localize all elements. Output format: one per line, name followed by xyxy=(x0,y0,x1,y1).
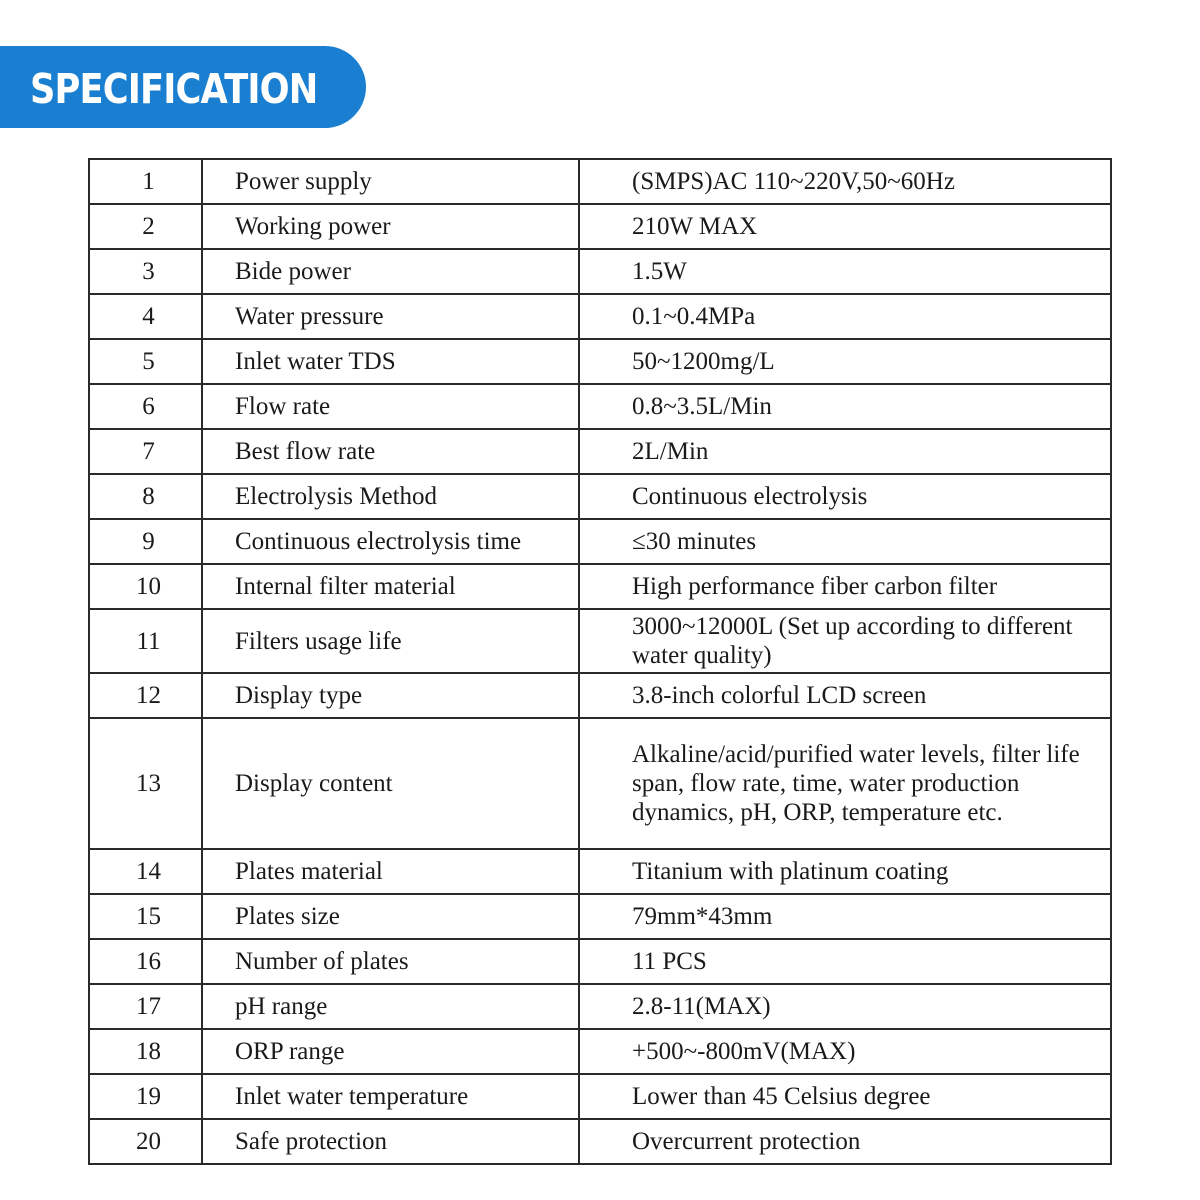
row-number: 15 xyxy=(89,894,202,939)
spec-value: 3.8-inch colorful LCD screen xyxy=(579,673,1111,718)
row-number: 17 xyxy=(89,984,202,1029)
table-row xyxy=(89,1074,1111,1119)
row-number: 8 xyxy=(89,474,202,519)
spec-value: 0.8~3.5L/Min xyxy=(579,384,1111,429)
row-number: 4 xyxy=(89,294,202,339)
spec-name: Inlet water temperature xyxy=(202,1074,579,1119)
table-row xyxy=(89,939,1111,984)
row-number: 7 xyxy=(89,429,202,474)
row-number: 9 xyxy=(89,519,202,564)
spec-value: (SMPS)AC 110~220V,50~60Hz xyxy=(579,159,1111,204)
header-banner xyxy=(0,46,366,128)
table-row xyxy=(89,984,1111,1029)
spec-value: High performance fiber carbon filter xyxy=(579,564,1111,609)
table-row xyxy=(89,564,1111,609)
table-row xyxy=(89,1029,1111,1074)
page-title: SPECIFICATION xyxy=(30,65,318,113)
spec-value: Alkaline/acid/purified water levels, filter life span, flow rate, time, water production dynamics, pH, ORP, temperature etc. xyxy=(579,718,1111,849)
spec-value: 210W MAX xyxy=(579,204,1111,249)
row-number: 18 xyxy=(89,1029,202,1074)
spec-value: 11 PCS xyxy=(579,939,1111,984)
spec-name: Number of plates xyxy=(202,939,579,984)
row-number: 3 xyxy=(89,249,202,294)
spec-name: Working power xyxy=(202,204,579,249)
row-number: 12 xyxy=(89,673,202,718)
table-row xyxy=(89,609,1111,673)
table-row xyxy=(89,1119,1111,1164)
spec-value: Overcurrent protection xyxy=(579,1119,1111,1164)
spec-value: Lower than 45 Celsius degree xyxy=(579,1074,1111,1119)
table-row xyxy=(89,673,1111,718)
table-row xyxy=(89,204,1111,249)
row-number: 11 xyxy=(89,609,202,673)
spec-value: 50~1200mg/L xyxy=(579,339,1111,384)
spec-value: Titanium with platinum coating xyxy=(579,849,1111,894)
row-number: 13 xyxy=(89,718,202,849)
row-number: 10 xyxy=(89,564,202,609)
row-number: 2 xyxy=(89,204,202,249)
spec-value: ≤30 minutes xyxy=(579,519,1111,564)
spec-name: Power supply xyxy=(202,159,579,204)
spec-name: Display content xyxy=(202,718,579,849)
spec-name: Inlet water TDS xyxy=(202,339,579,384)
spec-value: 2L/Min xyxy=(579,429,1111,474)
table-row xyxy=(89,519,1111,564)
spec-name: Continuous electrolysis time xyxy=(202,519,579,564)
spec-name: Water pressure xyxy=(202,294,579,339)
spec-name: Flow rate xyxy=(202,384,579,429)
table-row xyxy=(89,894,1111,939)
table-row xyxy=(89,159,1111,204)
row-number: 19 xyxy=(89,1074,202,1119)
row-number: 6 xyxy=(89,384,202,429)
spec-name: Best flow rate xyxy=(202,429,579,474)
spec-value: 3000~12000L (Set up according to different water quality) xyxy=(579,609,1111,673)
spec-name: Plates size xyxy=(202,894,579,939)
table-row xyxy=(89,339,1111,384)
spec-name: Bide power xyxy=(202,249,579,294)
spec-name: Display type xyxy=(202,673,579,718)
spec-name: Internal filter material xyxy=(202,564,579,609)
spec-value: 1.5W xyxy=(579,249,1111,294)
row-number: 14 xyxy=(89,849,202,894)
table-row xyxy=(89,429,1111,474)
table-row xyxy=(89,384,1111,429)
table-row xyxy=(89,718,1111,849)
spec-value: +500~-800mV(MAX) xyxy=(579,1029,1111,1074)
table-row xyxy=(89,249,1111,294)
spec-name: Electrolysis Method xyxy=(202,474,579,519)
spec-value: 0.1~0.4MPa xyxy=(579,294,1111,339)
spec-name: Safe protection xyxy=(202,1119,579,1164)
row-number: 16 xyxy=(89,939,202,984)
spec-value: 2.8-11(MAX) xyxy=(579,984,1111,1029)
spec-name: pH range xyxy=(202,984,579,1029)
row-number: 20 xyxy=(89,1119,202,1164)
specification-table xyxy=(88,158,1112,1165)
table-row xyxy=(89,474,1111,519)
row-number: 5 xyxy=(89,339,202,384)
table-row xyxy=(89,294,1111,339)
row-number: 1 xyxy=(89,159,202,204)
spec-name: ORP range xyxy=(202,1029,579,1074)
table-row xyxy=(89,849,1111,894)
spec-value: Continuous electrolysis xyxy=(579,474,1111,519)
spec-value: 79mm*43mm xyxy=(579,894,1111,939)
spec-name: Filters usage life xyxy=(202,609,579,673)
spec-name: Plates material xyxy=(202,849,579,894)
